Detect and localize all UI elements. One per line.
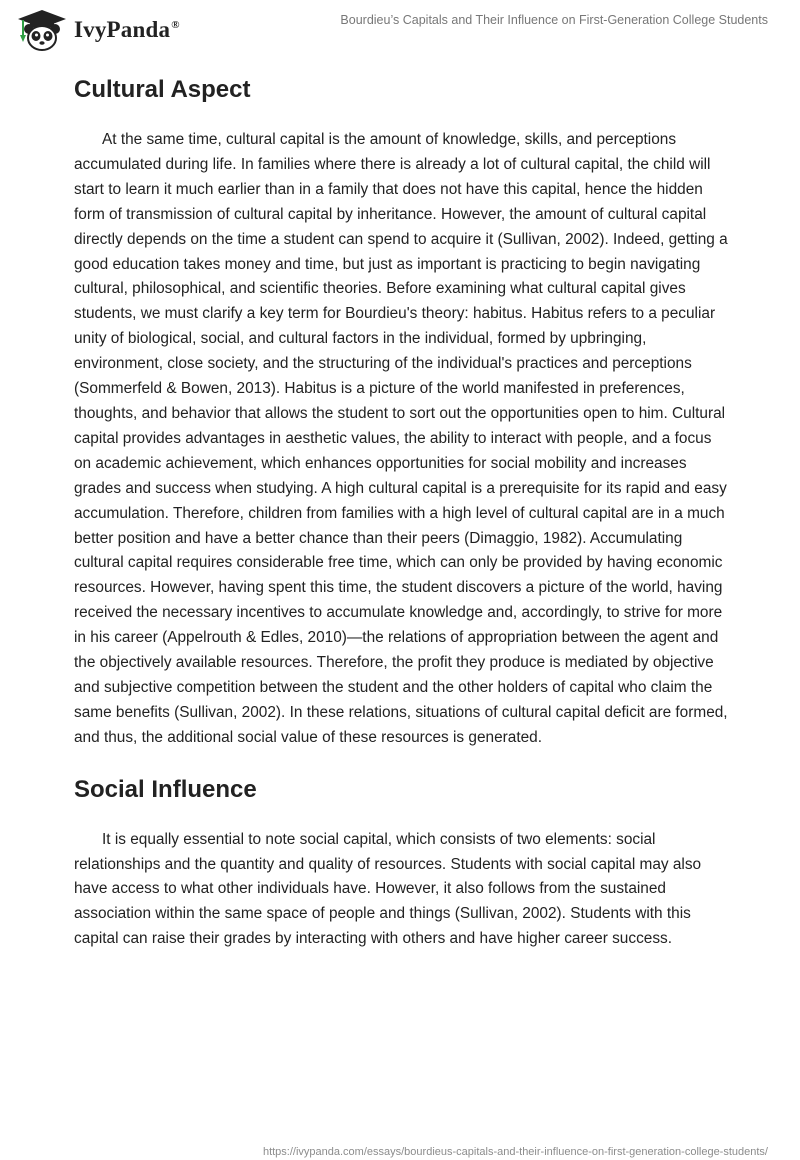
document-title: Bourdieu’s Capitals and Their Influence on First-Generation College Students (340, 13, 768, 27)
registered-mark: ® (171, 19, 180, 32)
source-url[interactable]: https://ivypanda.com/essays/bourdieus-capitals-and-their-influence-on-first-generation-college-students/ (262, 1146, 768, 1158)
panda-graduate-icon (14, 8, 70, 52)
logo-text (74, 17, 180, 43)
section-paragraph-social-influence: It is equally essential to note social capital, which consists of two elements: social relationships and the quantity and quality of resources. Students with social capital may also have access to what other individuals have. However, it also follows from the sustained association within the same space of people and things (Sullivan, 2002). Students with this capital can raise their grades by interacting with others and have higher career success. (74, 830, 702, 948)
logo[interactable] (14, 8, 180, 52)
article-body (74, 72, 728, 952)
logo-name: IvyPanda (74, 17, 171, 42)
section-heading-cultural-aspect: Cultural Aspect (74, 76, 251, 103)
page-header (0, 0, 800, 60)
section-heading-social-influence: Social Influence (74, 775, 257, 803)
section-paragraph-cultural-aspect: At the same time, cultural capital is the amount of knowledge, skills, and perceptions accumulated during life. In families where there is already a lot of cultural capital, the child will start to learn it much earlier than in a family that does not have this capital, hence the hidden form of transmission of cultural capital by inheritance. However, the amount of cultural capital directly depends on the time a student can spend to acquire it (Sullivan, 2002). Indeed, getting a good education takes money and time, but just as important is practicing to begin navigating cultural, philosophical, and scientific theories. Before examining what cultural capital gives students, we must clarify a key term for Bourdieu's theory: habitus. Habitus refers to a peculiar unity of biological, social, and cultural factors in the individual, formed by upbringing, environment, close society, and the structuring of the individual's practices and perceptions (Sommerfeld & Bowen, 2013). Habitus is a picture of the world manifested in preferences, thoughts, and behavior that allows the student to sort out the opportunities open to him. Cultural capital provides advantages in aesthetic values, the ability to interact with people, and a focus on academic achievement, which enhances opportunities for social mobility and increases grades and success when studying. A high cultural capital is a prerequisite for its rapid and easy accumulation. Therefore, children from families with a high level of cultural capital are in a much better position and have a better chance than their peers (Dimaggio, 1982). Accumulating cultural capital requires considerable free time, which can only be provided by having economic resources. However, having spent this time, the student discovers a picture of the world, having received the necessary incentives to accumulate knowledge and, accordingly, to strive for more in his career (Appelrouth & Edles, 2010)—the relations of appropriation between the agent and the objectively available resources. Therefore, the profit they produce is mediated by objective and subjective competition between the student and the other holders of capital who claim the same benefits (Sullivan, 2002). In these relations, situations of cultural capital deficit are formed, and thus, the additional social value of these resources is generated. (74, 131, 728, 746)
